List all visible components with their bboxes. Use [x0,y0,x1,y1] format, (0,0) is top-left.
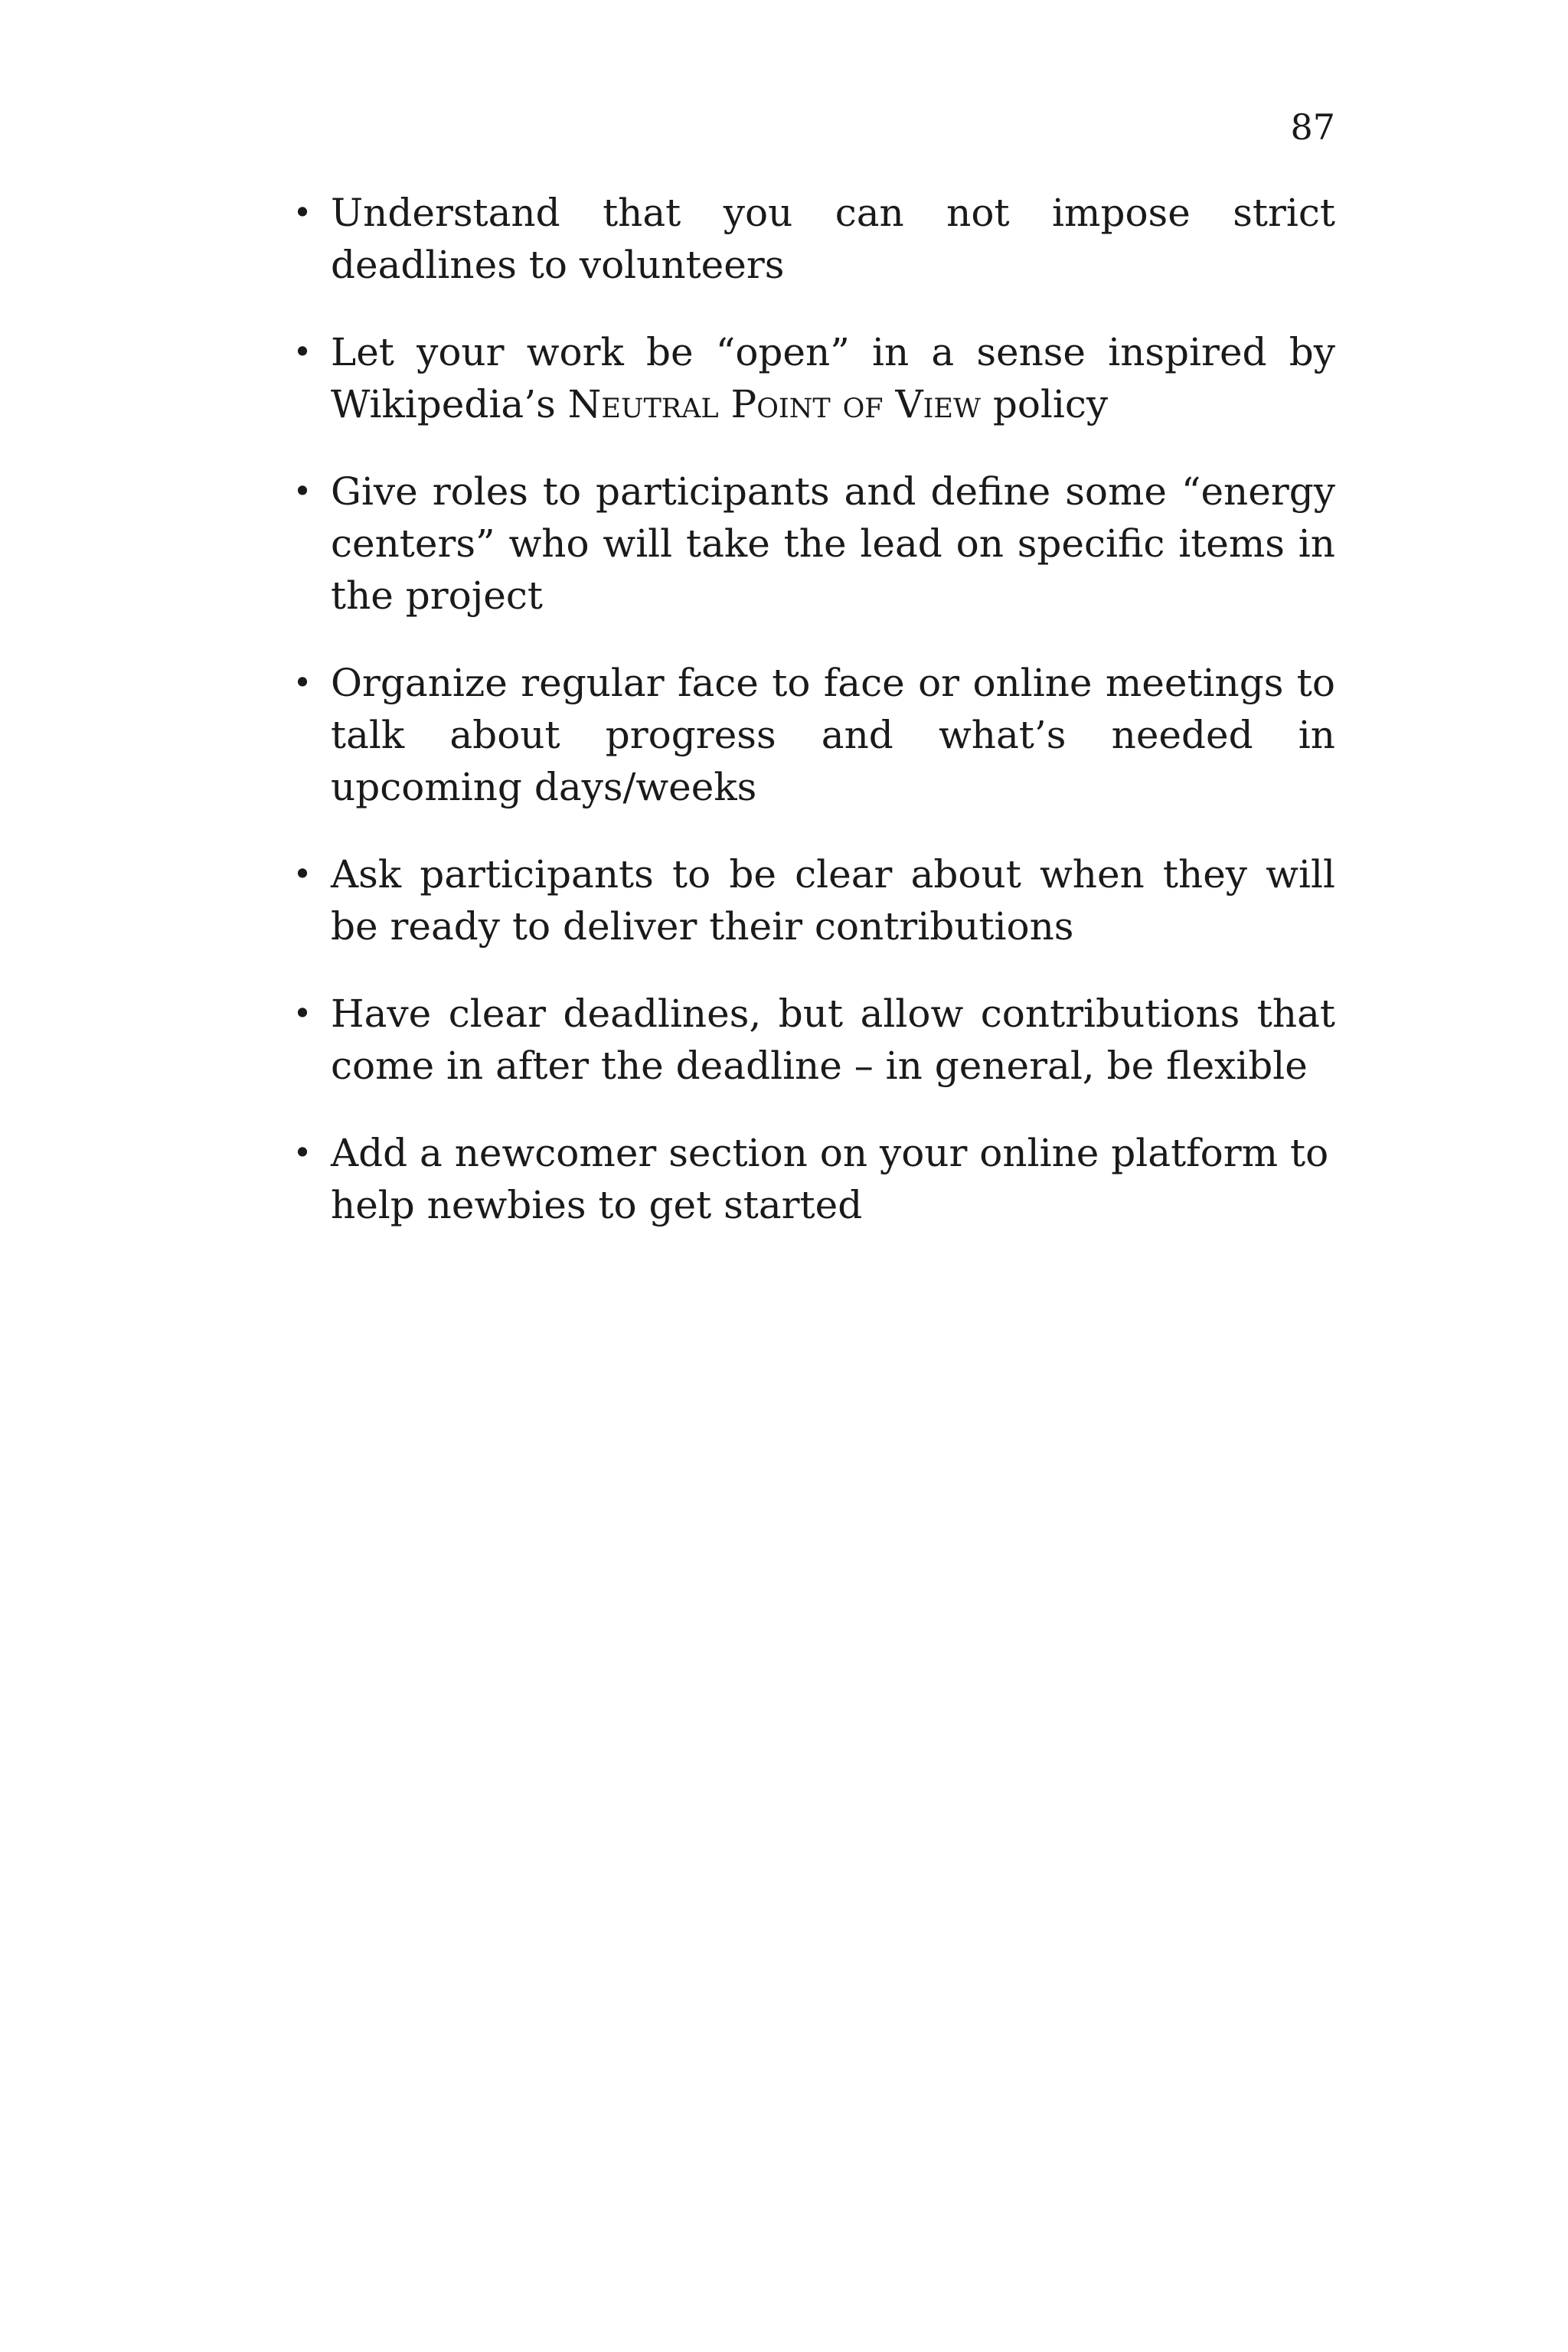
list-item-text [331,326,1335,430]
list-item [291,466,1335,622]
bullet-icon: • [292,333,312,371]
bullet-icon: • [292,855,312,893]
list-item-text: Ask participants to be clear about when they will be ready to deliver their contributions [331,852,1335,949]
list-item-text: Have clear deadlines, but allow contributions that come in after the deadline – in general, be flexible [331,991,1335,1088]
list-item [291,326,1335,430]
bullet-icon: • [292,472,312,510]
bullet-icon: • [292,194,312,231]
list-item-text: Give roles to participants and define some “energy centers” who will take the lead on specific items in the project [331,469,1335,618]
list-item [291,988,1335,1092]
bullet-icon: • [292,664,312,701]
list-item [291,657,1335,813]
list-item-text: Understand that you can not impose strict deadlines to volunteers [331,191,1335,287]
bullet-list [291,187,1335,1266]
bullet-icon: • [292,995,312,1032]
list-item-text: Organize regular face to face or online meetings to talk about progress and what’s needed in upcoming days/weeks [331,661,1335,809]
bullet-icon: • [292,1134,312,1171]
list-item [291,187,1335,291]
page-number: 87 [1290,106,1335,148]
policy-name-small-caps: Neutral Point of View [567,382,981,426]
list-item-text-before: Let your work be “open” in a sense inspired by Wikipedia’s [331,330,1335,426]
list-item-text: Add a newcomer section on your online platform to help newbies to get started [331,1131,1329,1227]
list-item [291,848,1335,952]
list-item-text-after: policy [980,382,1109,426]
list-item [291,1127,1335,1231]
